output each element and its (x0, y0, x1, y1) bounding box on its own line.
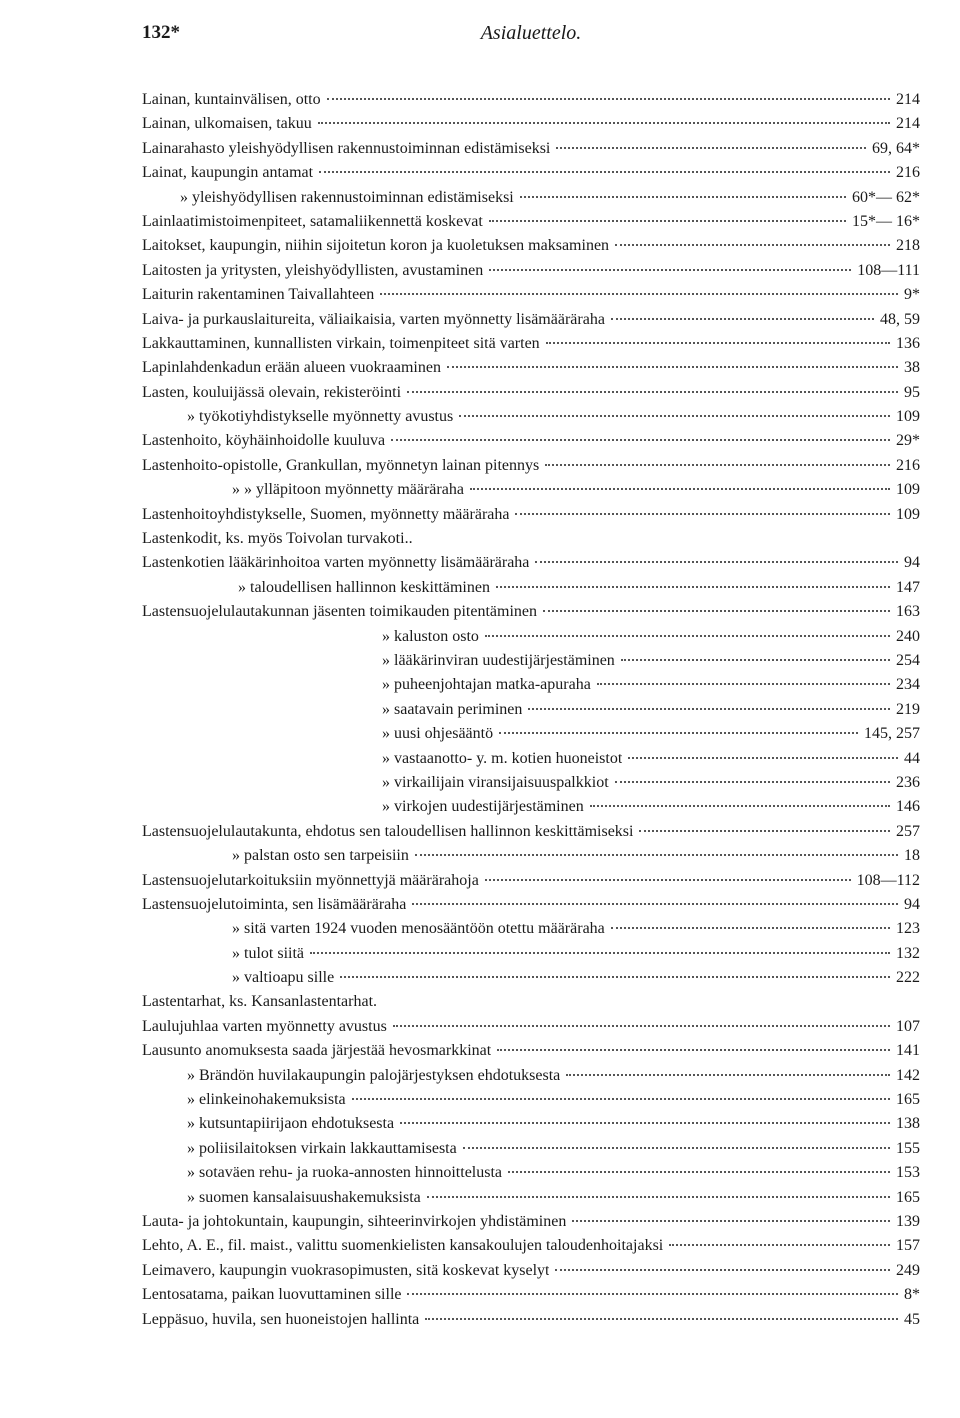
entry-page: 123 (896, 920, 920, 938)
entry-text: » saatavain periminen (382, 700, 523, 718)
dot-leader (520, 196, 846, 198)
index-entry (142, 673, 920, 697)
entry-text: » työkotiyhdistykselle myönnetty avustus (187, 408, 454, 426)
dot-leader (380, 293, 898, 295)
entry-page: 240 (896, 627, 920, 645)
entry-text: » virkailijain viransijaisuuspalkkiot (382, 773, 609, 791)
entry-page: 107 (896, 1017, 920, 1035)
index-entry (142, 332, 920, 356)
entry-page: 94 (904, 554, 920, 572)
entry-page: 236 (896, 773, 920, 791)
entry-page: 45 (904, 1310, 920, 1328)
entry-page: 214 (896, 91, 920, 108)
dot-leader (611, 318, 874, 320)
entry-text: Lehto, A. E., fil. maist., valittu suomenkielisten kansakoulujen taloudenhoitajaksi (142, 1237, 664, 1255)
index-entry (142, 234, 920, 258)
index-entry (142, 576, 920, 600)
dot-leader (310, 952, 890, 954)
index-entry (142, 649, 920, 673)
entry-page: 155 (896, 1139, 920, 1157)
entry-page: 157 (896, 1237, 920, 1255)
dot-leader (572, 1220, 890, 1222)
dot-leader (611, 927, 890, 929)
entry-page: 216 (896, 456, 920, 474)
entry-page: 249 (896, 1261, 920, 1279)
index-entry (142, 88, 920, 112)
index-entry (142, 283, 920, 307)
entry-text: » vastaanotto- y. m. kotien huoneistot (382, 749, 623, 767)
dot-leader (319, 171, 890, 173)
page-number: 132* (142, 22, 180, 43)
entry-text: Lastensuojelutoiminta, sen lisämääräraha (142, 895, 407, 913)
entry-text: » elinkeinohakemuksista (187, 1091, 346, 1109)
index-entry (142, 112, 920, 136)
entry-page: 38 (904, 359, 920, 377)
entry-text: Lastensuojelutarkoituksiin myönnettyjä määrärahoja (142, 871, 479, 889)
dot-leader (470, 488, 890, 490)
index-entry (142, 747, 920, 771)
dot-leader (447, 366, 898, 368)
index-entry (142, 1259, 920, 1283)
entry-text: Laiva- ja purkauslaitureita, väliaikaisia, varten myönnetty lisämääräraha (142, 310, 605, 328)
entry-text: » sitä varten 1924 vuoden menosääntöön otettu määräraha (232, 920, 605, 938)
entry-page: 136 (896, 334, 920, 352)
index-entry (142, 259, 920, 283)
index-entry (142, 990, 920, 1014)
entry-text: Lapinlahdenkadun erään alueen vuokraaminen (142, 359, 441, 377)
entry-page: 257 (896, 822, 920, 840)
index-entry (142, 1064, 920, 1088)
entry-page: 218 (896, 237, 920, 255)
dot-leader (639, 830, 890, 832)
entry-page: 153 (896, 1164, 920, 1182)
entry-text: » kaluston osto (382, 627, 479, 645)
entry-text: » palstan osto sen tarpeisiin (232, 847, 409, 865)
dot-leader (545, 464, 890, 466)
entry-text: Lentosatama, paikan luovuttaminen sille (142, 1286, 402, 1304)
entry-page: 138 (896, 1115, 920, 1133)
dot-leader (489, 220, 846, 222)
entry-page: 8* (904, 1286, 920, 1304)
entry-text: Lastenkodit, ks. myös Toivolan turvakoti.. (142, 530, 413, 548)
entry-page: 94 (904, 895, 920, 913)
dot-leader (590, 805, 890, 807)
entry-text: » virkojen uudestijärjestäminen (382, 798, 584, 816)
entry-page: 9* (904, 286, 920, 304)
entry-text: » tulot siitä (232, 944, 304, 962)
entry-page: 44 (904, 749, 920, 767)
index-entry (142, 1283, 920, 1307)
entry-text: » suomen kansalaisuushakemuksista (187, 1188, 421, 1206)
index-entry (142, 1308, 920, 1332)
dot-leader (628, 757, 898, 759)
entry-text: Lastenhoito-opistolle, Grankullan, myönnetyn lainan pitennys (142, 456, 540, 474)
dot-leader (407, 391, 898, 393)
entry-page: 214 (896, 115, 920, 133)
index-entry (142, 893, 920, 917)
entry-page: 145, 257 (864, 725, 920, 743)
index-entry (142, 210, 920, 234)
dot-leader (528, 708, 890, 710)
entry-text: Leimavero, kaupungin vuokrasopimusten, sitä koskevat kyselyt (142, 1261, 550, 1279)
index-entry (142, 966, 920, 990)
entry-text: Laitokset, kaupungin, niihin sijoitetun koron ja kuoletuksen maksaminen (142, 237, 610, 255)
entry-text: Lastensuojelulautakunnan jäsenten toimikauden pitentäminen (142, 603, 537, 621)
index-entry (142, 527, 920, 551)
dot-leader (555, 1269, 890, 1271)
entry-text: Laitosten ja yritysten, yleishyödyllisten, avustaminen (142, 261, 484, 279)
dot-leader (556, 147, 866, 149)
dot-leader (621, 659, 890, 661)
entry-text: Lainlaatimistoimenpiteet, satamaliikennettä koskevat (142, 212, 483, 230)
index-entry (142, 1234, 920, 1258)
dot-leader (566, 1074, 890, 1076)
dot-leader (459, 415, 890, 417)
entry-page: 48, 59 (880, 310, 920, 328)
index-entry (142, 503, 920, 527)
entry-page: 234 (896, 676, 920, 694)
dot-leader (485, 879, 851, 881)
index-entry (142, 308, 920, 332)
index-entry (142, 869, 920, 893)
entry-page: 216 (896, 164, 920, 182)
index-entry (142, 1137, 920, 1161)
dot-leader (543, 610, 890, 612)
dot-leader (425, 1318, 898, 1320)
index-entry (142, 1210, 920, 1234)
entry-page: 142 (896, 1066, 920, 1084)
entry-text: Lainan, kuntainvälisen, otto (142, 91, 321, 108)
dot-leader (318, 122, 890, 124)
entry-page: 108—112 (856, 871, 920, 889)
entry-page: 222 (896, 969, 920, 987)
dot-leader (669, 1244, 890, 1246)
page-header (142, 22, 920, 56)
index-entry (142, 1015, 920, 1039)
index-entry (142, 1186, 920, 1210)
entry-page: 141 (896, 1042, 920, 1060)
dot-leader (340, 976, 890, 978)
dot-leader (535, 561, 898, 563)
dot-leader (415, 854, 898, 856)
index-entry (142, 1039, 920, 1063)
index-entry (142, 722, 920, 746)
dot-leader (352, 1098, 890, 1100)
entry-text: Laulujuhlaa varten myönnetty avustus (142, 1017, 387, 1035)
index-entry (142, 1112, 920, 1136)
entry-page: 95 (904, 383, 920, 401)
entry-text: Laiturin rakentaminen Taivallahteen (142, 286, 375, 304)
dot-leader (412, 903, 898, 905)
dot-leader (496, 586, 890, 588)
index-entry (142, 381, 920, 405)
dot-leader (508, 1171, 890, 1173)
entry-page: 163 (896, 603, 920, 621)
entry-text: » kutsuntapiirijaon ehdotuksesta (187, 1115, 395, 1133)
entry-page: 60*— 62* (852, 188, 920, 206)
index-entry (142, 137, 920, 161)
entry-text: » valtioapu sille (232, 969, 335, 987)
index-entry (142, 1161, 920, 1185)
dot-leader (393, 1025, 890, 1027)
index-entry (142, 820, 920, 844)
entry-text: Lastentarhat, ks. Kansanlastentarhat. (142, 993, 378, 1011)
entry-page: 147 (896, 578, 920, 596)
dot-leader (391, 439, 890, 441)
entry-text: Lasten, kouluijässä olevain, rekisteröinti (142, 383, 402, 401)
entry-text: » sotaväen rehu- ja ruoka-annosten hinnoittelusta (187, 1164, 503, 1182)
running-title: Asialuettelo. (480, 22, 582, 44)
entry-page: 18 (904, 847, 920, 865)
entry-page: 219 (896, 700, 920, 718)
entry-page: 165 (896, 1188, 920, 1206)
entry-page: 109 (896, 481, 920, 499)
index-entry (142, 917, 920, 941)
dot-leader (427, 1196, 890, 1198)
entry-page: 109 (896, 505, 920, 523)
entry-page: 109 (896, 408, 920, 426)
entry-text: Lastensuojelulautakunta, ehdotus sen taloudellisen hallinnon keskittämiseksi (142, 822, 634, 840)
index-entry (142, 625, 920, 649)
entry-text: » poliisilaitoksen virkain lakkauttamisesta (187, 1139, 457, 1157)
dot-leader (400, 1122, 890, 1124)
entry-text: Lausunto anomuksesta saada järjestää hevosmarkkinat (142, 1042, 492, 1060)
dot-leader (615, 781, 890, 783)
entry-text: Lauta- ja johtokuntain, kaupungin, sihteerinvirkojen yhdistäminen (142, 1212, 567, 1230)
entry-page: 108—111 (857, 261, 920, 279)
entry-page: 146 (896, 798, 920, 816)
entry-page: 139 (896, 1212, 920, 1230)
index-entries (142, 88, 920, 1332)
index-entry (142, 429, 920, 453)
dot-leader (489, 269, 851, 271)
entry-text: Lakkauttaminen, kunnallisten virkain, toimenpiteet sitä varten (142, 334, 540, 352)
dot-leader (615, 244, 890, 246)
index-entry (142, 844, 920, 868)
entry-text: Lainat, kaupungin antamat (142, 164, 314, 182)
dot-leader (327, 98, 890, 100)
entry-text: Lainan, ulkomaisen, takuu (142, 115, 312, 133)
index-entry (142, 356, 920, 380)
entry-page: 254 (896, 651, 920, 669)
entry-text: » » ylläpitoon myönnetty määräraha (232, 481, 464, 499)
dot-leader (499, 732, 858, 734)
dot-leader (463, 1147, 890, 1149)
entry-text: » yleishyödyllisen rakennustoiminnan edistämiseksi (180, 188, 514, 206)
entry-page: 165 (896, 1091, 920, 1109)
entry-text: Lastenkotien lääkärinhoitoa varten myönnetty lisämääräraha (142, 554, 530, 572)
entry-text: » uusi ohjesääntö (382, 725, 494, 743)
index-entry (142, 771, 920, 795)
entry-text: Lastenhoitoyhdistykselle, Suomen, myönnetty määräraha (142, 505, 510, 523)
dot-leader (515, 513, 890, 515)
entry-text: » puheenjohtajan matka-apuraha (382, 676, 591, 694)
index-entry (142, 1088, 920, 1112)
entry-text: Lainarahasto yleishyödyllisen rakennustoiminnan edistämiseksi (142, 139, 551, 157)
dot-leader (407, 1293, 898, 1295)
entry-page: 15*— 16* (852, 212, 920, 230)
entry-page: 132 (896, 944, 920, 962)
index-entry (142, 551, 920, 575)
index-entry (142, 161, 920, 185)
entry-page: 29* (896, 432, 920, 450)
index-entry (142, 600, 920, 624)
index-entry (142, 478, 920, 502)
dot-leader (597, 683, 890, 685)
index-entry (142, 942, 920, 966)
index-entry (142, 405, 920, 429)
index-entry (142, 454, 920, 478)
entry-text: » taloudellisen hallinnon keskittäminen (238, 578, 490, 596)
dot-leader (485, 635, 890, 637)
dot-leader (546, 342, 890, 344)
index-entry (142, 186, 920, 210)
index-entry (142, 698, 920, 722)
entry-page: 69, 64* (872, 139, 920, 157)
dot-leader (497, 1049, 890, 1051)
entry-text: Lastenhoito, köyhäinhoidolle kuuluva (142, 432, 386, 450)
entry-text: Leppäsuo, huvila, sen huoneistojen hallinta (142, 1310, 420, 1328)
index-entry (142, 795, 920, 819)
entry-text: » Brändön huvilakaupungin palojärjestyksen ehdotuksesta (187, 1066, 561, 1084)
entry-text: » lääkärinviran uudestijärjestäminen (382, 651, 615, 669)
